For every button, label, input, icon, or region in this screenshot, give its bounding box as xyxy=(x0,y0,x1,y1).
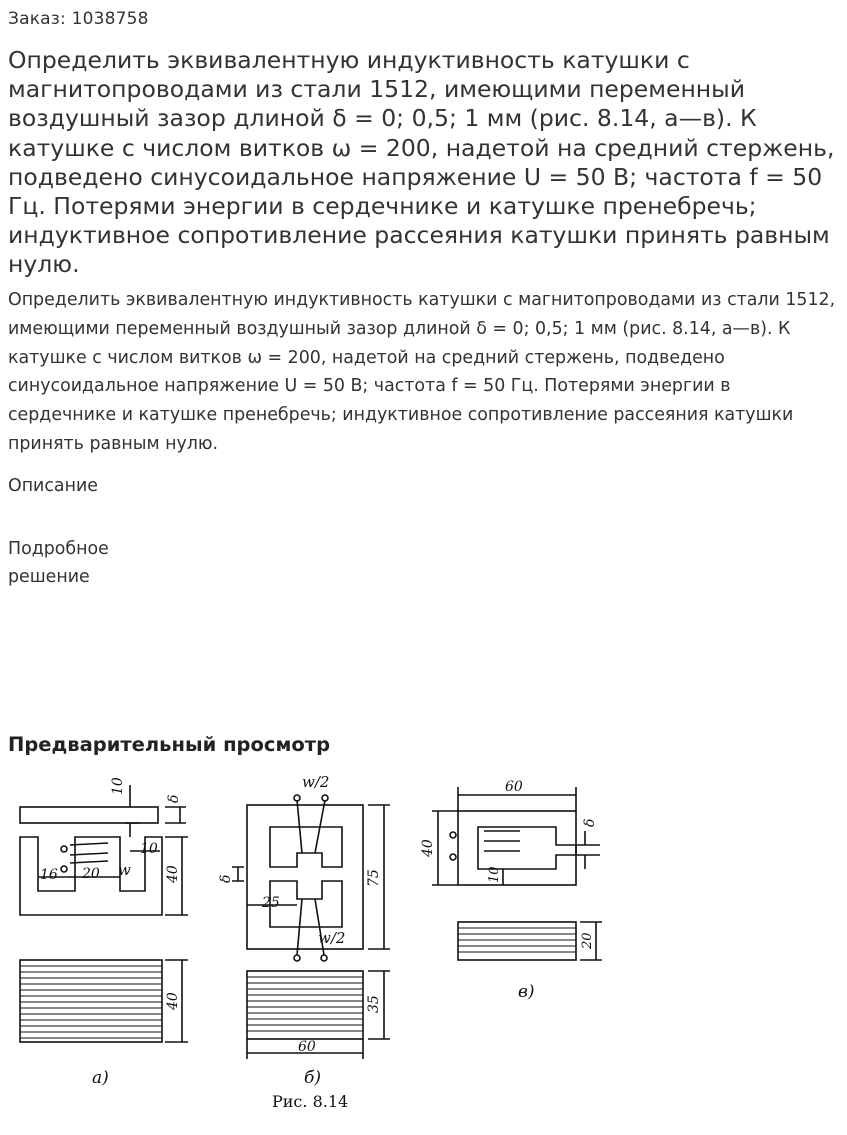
c-dim-bottom-height: 20 xyxy=(580,932,595,949)
a-dim-right: 10 xyxy=(140,841,158,857)
preview-heading: Предварительный просмотр xyxy=(8,733,331,756)
b-dim-height: 75 xyxy=(366,869,382,887)
problem-title: Определить эквивалентную индуктивность катушки с магнитопроводами из стали 1512, имеющими переменный воздушный зазор длиной δ = 0; 0,5; 1 мм (рис. 8.14, а—в). К катушке с числом витков ω = 200, надетой на средний стержень, подведено синусоидальное напряжение U = 50 В; частота f = 50 Гц. Потерями энергии в сердечнике и катушке пренебречь; индуктивное сопротивление рассеяния катушки принять равным нулю. xyxy=(8,46,835,279)
a-dim-height: 40 xyxy=(165,865,181,883)
b-dim-bottom-height: 35 xyxy=(366,995,382,1013)
solution-label: Подробное решение xyxy=(8,539,109,587)
c-dim-gap: δ xyxy=(582,818,598,827)
figure-a-core xyxy=(20,785,188,1042)
figure-drawing xyxy=(0,765,847,1131)
a-winding: w xyxy=(118,861,131,879)
figure-c-label: в) xyxy=(518,982,535,1002)
b-dim-width: 25 xyxy=(262,895,280,911)
c-dim-inner: 10 xyxy=(487,866,502,883)
figure-caption: Рис. 8.14 xyxy=(272,1092,349,1111)
c-dim-width: 60 xyxy=(505,779,523,795)
a-dim-center: 20 xyxy=(82,866,100,882)
b-w-top: w/2 xyxy=(302,773,330,791)
a-dim-gap: δ xyxy=(166,794,182,803)
b-dim-gap: δ xyxy=(218,874,234,883)
figure-8-14 xyxy=(0,765,847,1131)
problem-text: Определить эквивалентную индуктивность катушки с магнитопроводами из стали 1512, имеющими переменный воздушный зазор длиной δ = 0; 0,5; 1 мм (рис. 8.14, а—в). К катушке с числом витков ω = 200, надетой на средний стержень, подведено синусоидальное напряжение U = 50 В; частота f = 50 Гц. Потерями энергии в сердечнике и катушке пренебречь; индуктивное сопротивление рассеяния катушки принять равным нулю. xyxy=(8,290,836,454)
c-dim-height: 40 xyxy=(420,839,436,857)
b-dim-bottom-width: 60 xyxy=(298,1039,316,1055)
description-label: Описание xyxy=(8,476,98,496)
a-dim-left: 16 xyxy=(40,867,58,883)
figure-a-label: а) xyxy=(92,1068,109,1088)
a-dim-bottom-height: 40 xyxy=(165,992,181,1010)
b-w-bottom: w/2 xyxy=(318,929,346,947)
figure-a-laminations xyxy=(20,966,162,1038)
a-dim-top: 10 xyxy=(110,777,126,795)
figure-c-laminations xyxy=(458,928,576,952)
figure-b-laminations xyxy=(247,977,363,1031)
order-number: Заказ: 1038758 xyxy=(8,9,149,29)
figure-b-label: б) xyxy=(304,1068,322,1088)
